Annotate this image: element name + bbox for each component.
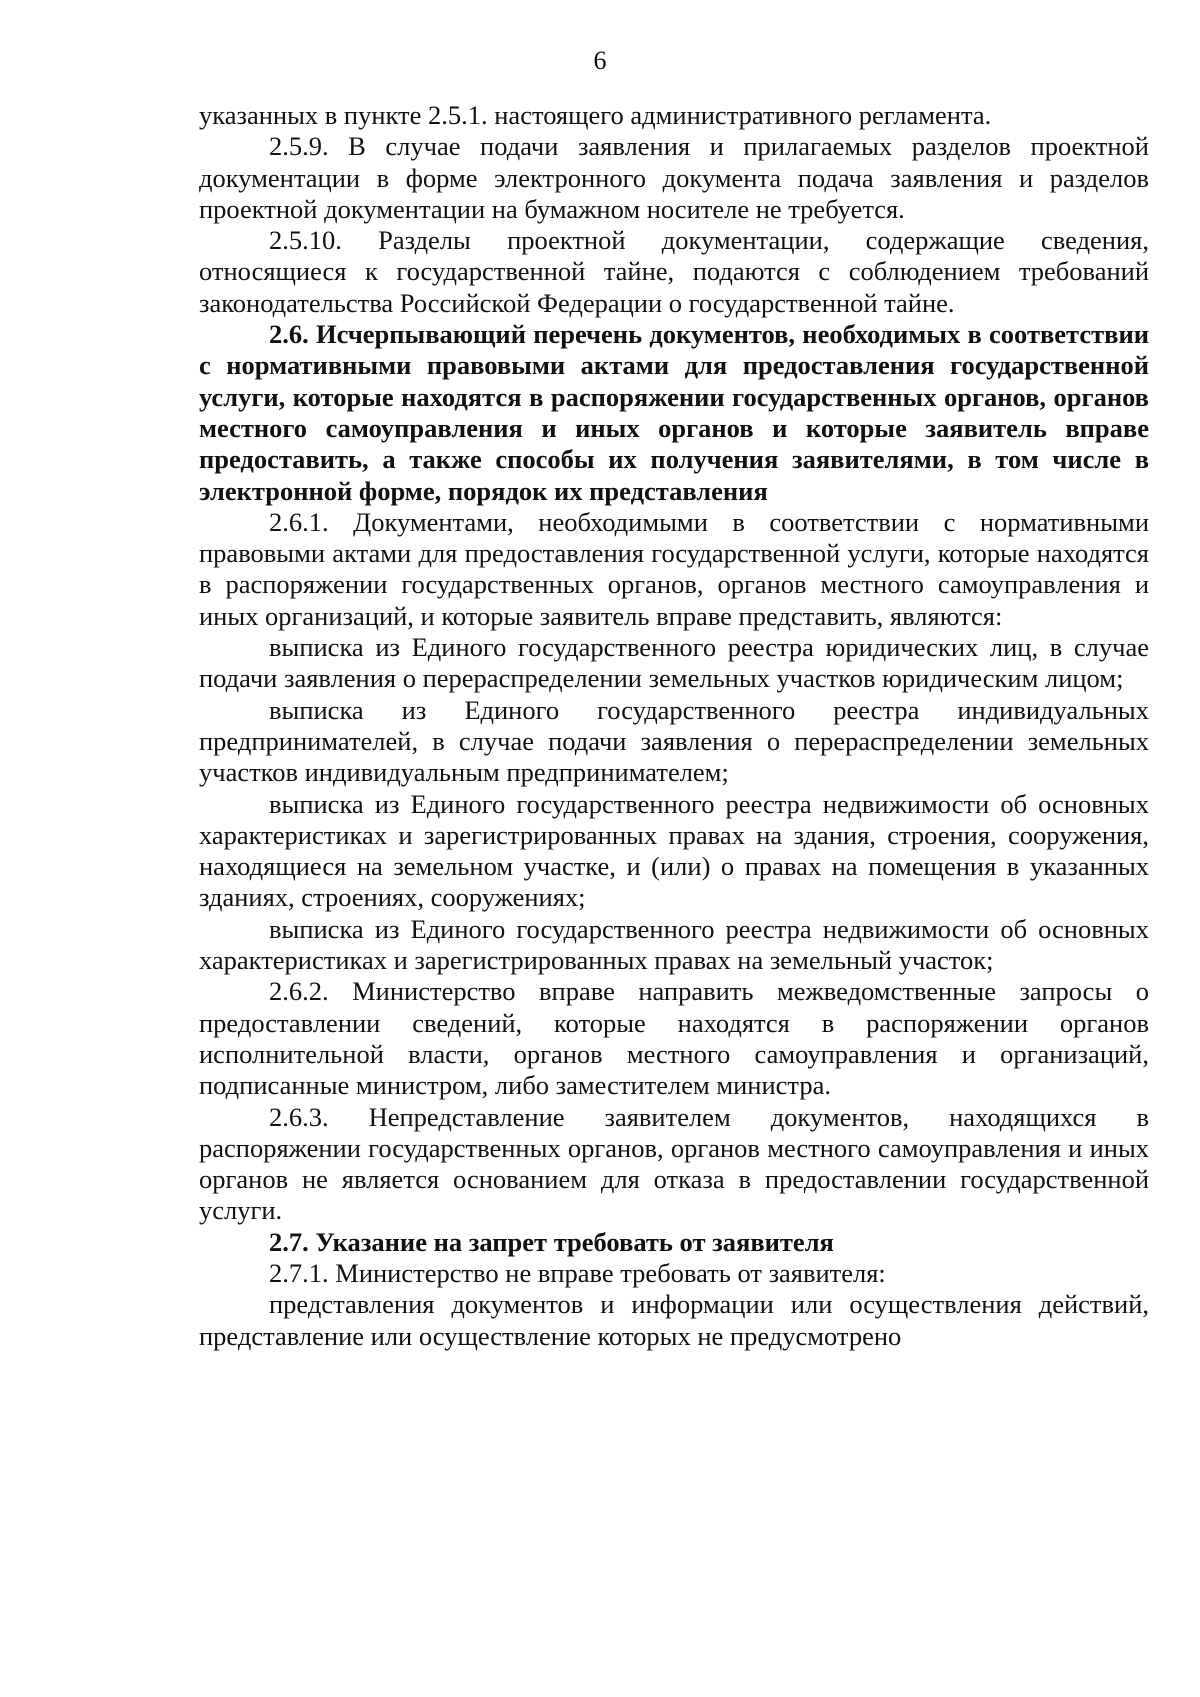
paragraph-documents-provision: представления документов и информации или осуществления действий, представление или осуществление которых не предусмотрено	[199, 1289, 1149, 1351]
list-item-entrepreneurs-extract: выписка из Единого государственного реестра индивидуальных предпринимателей, в случае подачи заявления о перераспределении земельных участков индивидуальным предпринимателем;	[199, 694, 1149, 788]
list-item-legal-entities-extract: выписка из Единого государственного реестра юридических лиц, в случае подачи заявления о перераспределении земельных участков юридическим лицом;	[199, 632, 1149, 694]
paragraph-2-6-1: 2.6.1. Документами, необходимыми в соответствии с нормативными правовыми актами для предоставления государственной услуги, которые находятся в распоряжении государственных органов, органов местного самоуправления и иных организаций, и которые заявитель вправе представить, являются:	[199, 506, 1149, 631]
list-item-land-plot-extract: выписка из Единого государственного реестра недвижимости об основных характеристиках и зарегистрированных правах на земельный участок;	[199, 913, 1149, 976]
list-item-buildings-extract: выписка из Единого государственного реестра недвижимости об основных характеристиках и зарегистрированных правах на здания, строения, сооружения, находящиеся на земельном участке, и (или) о правах на помещения в указанных зданиях, строениях, сооружениях;	[199, 788, 1149, 913]
paragraph-2-6-2: 2.6.2. Министерство вправе направить межведомственные запросы о предоставлении сведений, которые находятся в распоряжении органов исполнительной власти, органов местного самоуправления и организаций, подписанные министром, либо заместителем министра.	[199, 976, 1149, 1101]
paragraph-2-6-3: 2.6.3. Непредставление заявителем документов, находящихся в распоряжении государственных органов, органов местного самоуправления и иных органов не является основанием для отказа в предоставлении государственной услуги.	[199, 1101, 1149, 1226]
page-number: 6	[593, 46, 607, 75]
paragraph-2-7-1: 2.7.1. Министерство не вправе требовать от заявителя:	[269, 1257, 886, 1288]
section-heading-2-7: 2.7. Указание на запрет требовать от заявителя	[269, 1226, 834, 1257]
paragraph-2-5-10: 2.5.10. Разделы проектной документации, содержащие сведения, относящиеся к государственной тайне, подаются с соблюдением требований законодательства Российской Федерации о государственной тайне.	[199, 225, 1149, 318]
paragraph-continuation: указанных в пункте 2.5.1. настоящего административного регламента.	[199, 100, 992, 130]
paragraph-2-5-9: 2.5.9. В случае подачи заявления и прилагаемых разделов проектной документации в форме электронного документа подача заявления и разделов проектной документации на бумажном носителе не требуется.	[199, 131, 1149, 224]
document-body	[199, 100, 1149, 1352]
section-heading-2-6: 2.6. Исчерпывающий перечень документов, необходимых в соответствии с нормативными правовыми актами для предоставления государственной услуги, которые находятся в распоряжении государственных органов, органов местного самоуправления и иных органов и которые заявитель вправе предоставить, а также способы их получения заявителями, в том числе в электронной форме, порядок их представления	[199, 319, 1149, 506]
